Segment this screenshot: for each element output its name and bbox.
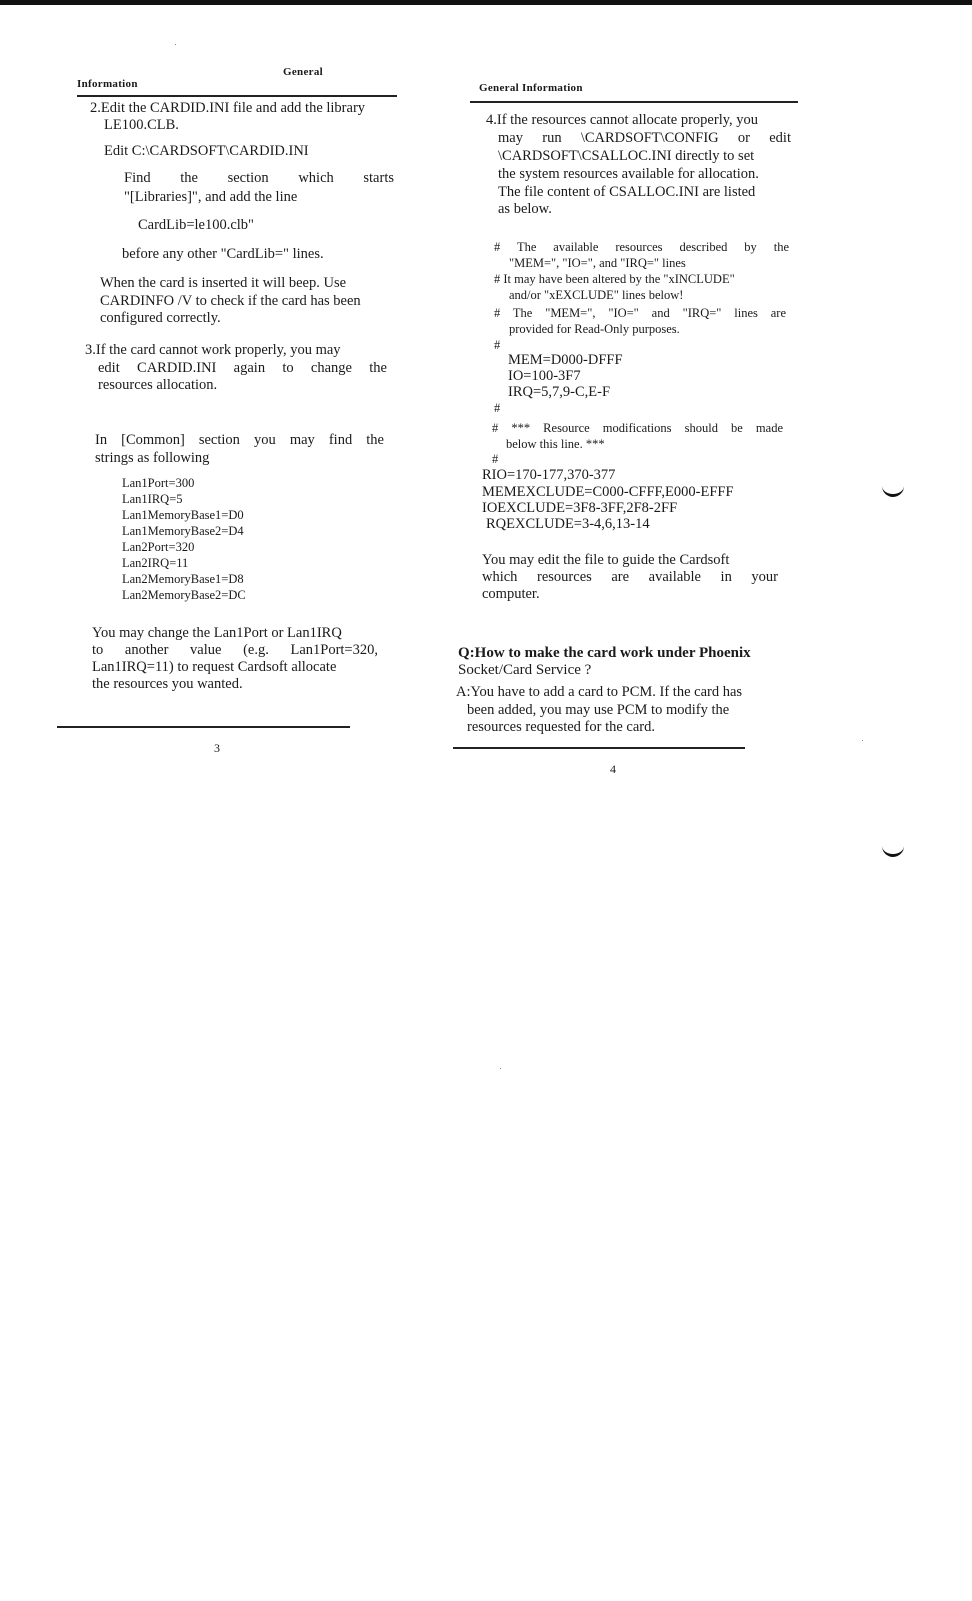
code-ioexclude: IOEXCLUDE=3F8-3FF,2F8-2FF: [482, 500, 678, 516]
question-line1: Q:How to make the card work under Phoenix: [458, 645, 751, 661]
code-mem: MEM=D000-DFFF: [508, 352, 623, 368]
find-word: which: [298, 170, 334, 186]
guide-line1: You may edit the file to guide the Cardsoft: [482, 552, 730, 568]
step4-line5: The file content of CSALLOC.INI are listed: [498, 184, 756, 200]
find-word: section: [227, 170, 269, 186]
find-word: Find: [124, 170, 151, 186]
left-header-information: Information: [77, 78, 138, 90]
left-page-number: 3: [214, 741, 220, 755]
binding-mark: [882, 484, 904, 497]
guide-line3: computer.: [482, 586, 540, 602]
code-memexclude: MEMEXCLUDE=C000-CFFF,E000-EFFF: [482, 484, 734, 500]
find-word: the: [180, 170, 198, 186]
change-line1: You may change the Lan1Port or Lan1IRQ: [92, 625, 342, 641]
code-comment3: # The "MEM=", "IO=" and "IRQ=" lines are: [494, 306, 786, 320]
right-header: General Information: [479, 82, 583, 94]
answer-line2: been added, you may use PCM to modify the: [467, 702, 730, 718]
step2-find-line2: "[Libraries]", and add the line: [124, 189, 298, 205]
setting-lan2irq: Lan2IRQ=11: [122, 556, 189, 570]
step2-when-line2: CARDINFO /V to check if the card has been: [100, 293, 361, 309]
code-irq: IRQ=5,7,9-C,E-F: [508, 384, 611, 400]
step4-line3: \CARDSOFT\CSALLOC.INI directly to set: [498, 148, 755, 164]
left-header-rule: [77, 95, 397, 97]
step4-line4: the system resources available for allocation.: [498, 166, 759, 182]
step2-when-line1: When the card is inserted it will beep. Use: [100, 275, 347, 291]
code-comment3b: provided for Read-Only purposes.: [509, 322, 680, 336]
step3-line3: resources allocation.: [98, 377, 218, 393]
code-rqexclude: RQEXCLUDE=3-4,6,13-14: [486, 516, 650, 532]
code-comment1: # The available resources described by the: [494, 240, 789, 254]
code-hash1: #: [494, 338, 501, 352]
right-footer-rule: [453, 747, 745, 749]
setting-lan2port: Lan2Port=320: [122, 540, 195, 554]
guide-line2: which resources are available in your: [482, 569, 778, 585]
code-comment1b: "MEM=", "IO=", and "IRQ=" lines: [509, 256, 686, 270]
code-rio: RIO=170-177,370-377: [482, 467, 616, 483]
setting-lan2membase2: Lan2MemoryBase2=DC: [122, 588, 246, 602]
code-io: IO=100-3F7: [508, 368, 581, 384]
right-page-number: 4: [610, 762, 616, 776]
step2-find-line: [124, 170, 394, 187]
setting-lan1membase2: Lan1MemoryBase2=D4: [122, 524, 244, 538]
code-hash3: #: [492, 452, 499, 466]
code-comment2b: and/or "xEXCLUDE" lines below!: [509, 288, 684, 302]
common-line2: strings as following: [95, 450, 210, 466]
step3-line2: edit CARDID.INI again to change the: [98, 360, 387, 376]
setting-lan2membase1: Lan2MemoryBase1=D8: [122, 572, 244, 586]
left-header-general: General: [283, 66, 323, 78]
binding-mark: [882, 844, 904, 857]
answer-line1: A:You have to add a card to PCM. If the card has: [456, 684, 743, 700]
top-border-rule: [0, 0, 972, 5]
find-word: starts: [363, 170, 394, 186]
right-header-rule: [470, 101, 798, 103]
code-comment4b: below this line. ***: [506, 437, 605, 451]
code-hash2: #: [494, 401, 501, 415]
step2-before-line: before any other "CardLib=" lines.: [122, 246, 324, 262]
scan-speck: [500, 1068, 501, 1069]
step4-line1: 4.If the resources cannot allocate properly, you: [486, 112, 759, 128]
question-line2: Socket/Card Service ?: [458, 662, 592, 678]
step2-line2: LE100.CLB.: [104, 117, 179, 133]
step2-line1: 2.Edit the CARDID.INI file and add the library: [90, 100, 366, 116]
left-footer-rule: [57, 726, 350, 728]
step2-when-line3: configured correctly.: [100, 310, 221, 326]
step4-line6: as below.: [498, 201, 552, 217]
code-comment4: # *** Resource modifications should be made: [492, 421, 783, 435]
change-line3: Lan1IRQ=11) to request Cardsoft allocate: [92, 659, 337, 675]
step2-cardlib: CardLib=le100.clb": [138, 217, 254, 233]
scan-speck: [862, 740, 863, 741]
step4-line2: may run \CARDSOFT\CONFIG or edit: [498, 130, 791, 146]
setting-lan1membase1: Lan1MemoryBase1=D0: [122, 508, 244, 522]
scan-speck: [175, 44, 176, 45]
answer-line3: resources requested for the card.: [467, 719, 656, 735]
change-line2: to another value (e.g. Lan1Port=320,: [92, 642, 378, 658]
code-comment2: # It may have been altered by the "xINCLUDE": [494, 272, 735, 286]
step2-edit-path: Edit C:\CARDSOFT\CARDID.INI: [104, 143, 309, 159]
common-line1: In [Common] section you may find the: [95, 432, 384, 448]
step3-line1: 3.If the card cannot work properly, you may: [85, 342, 341, 358]
setting-lan1port: Lan1Port=300: [122, 476, 195, 490]
change-line4: the resources you wanted.: [92, 676, 243, 692]
setting-lan1irq: Lan1IRQ=5: [122, 492, 183, 506]
